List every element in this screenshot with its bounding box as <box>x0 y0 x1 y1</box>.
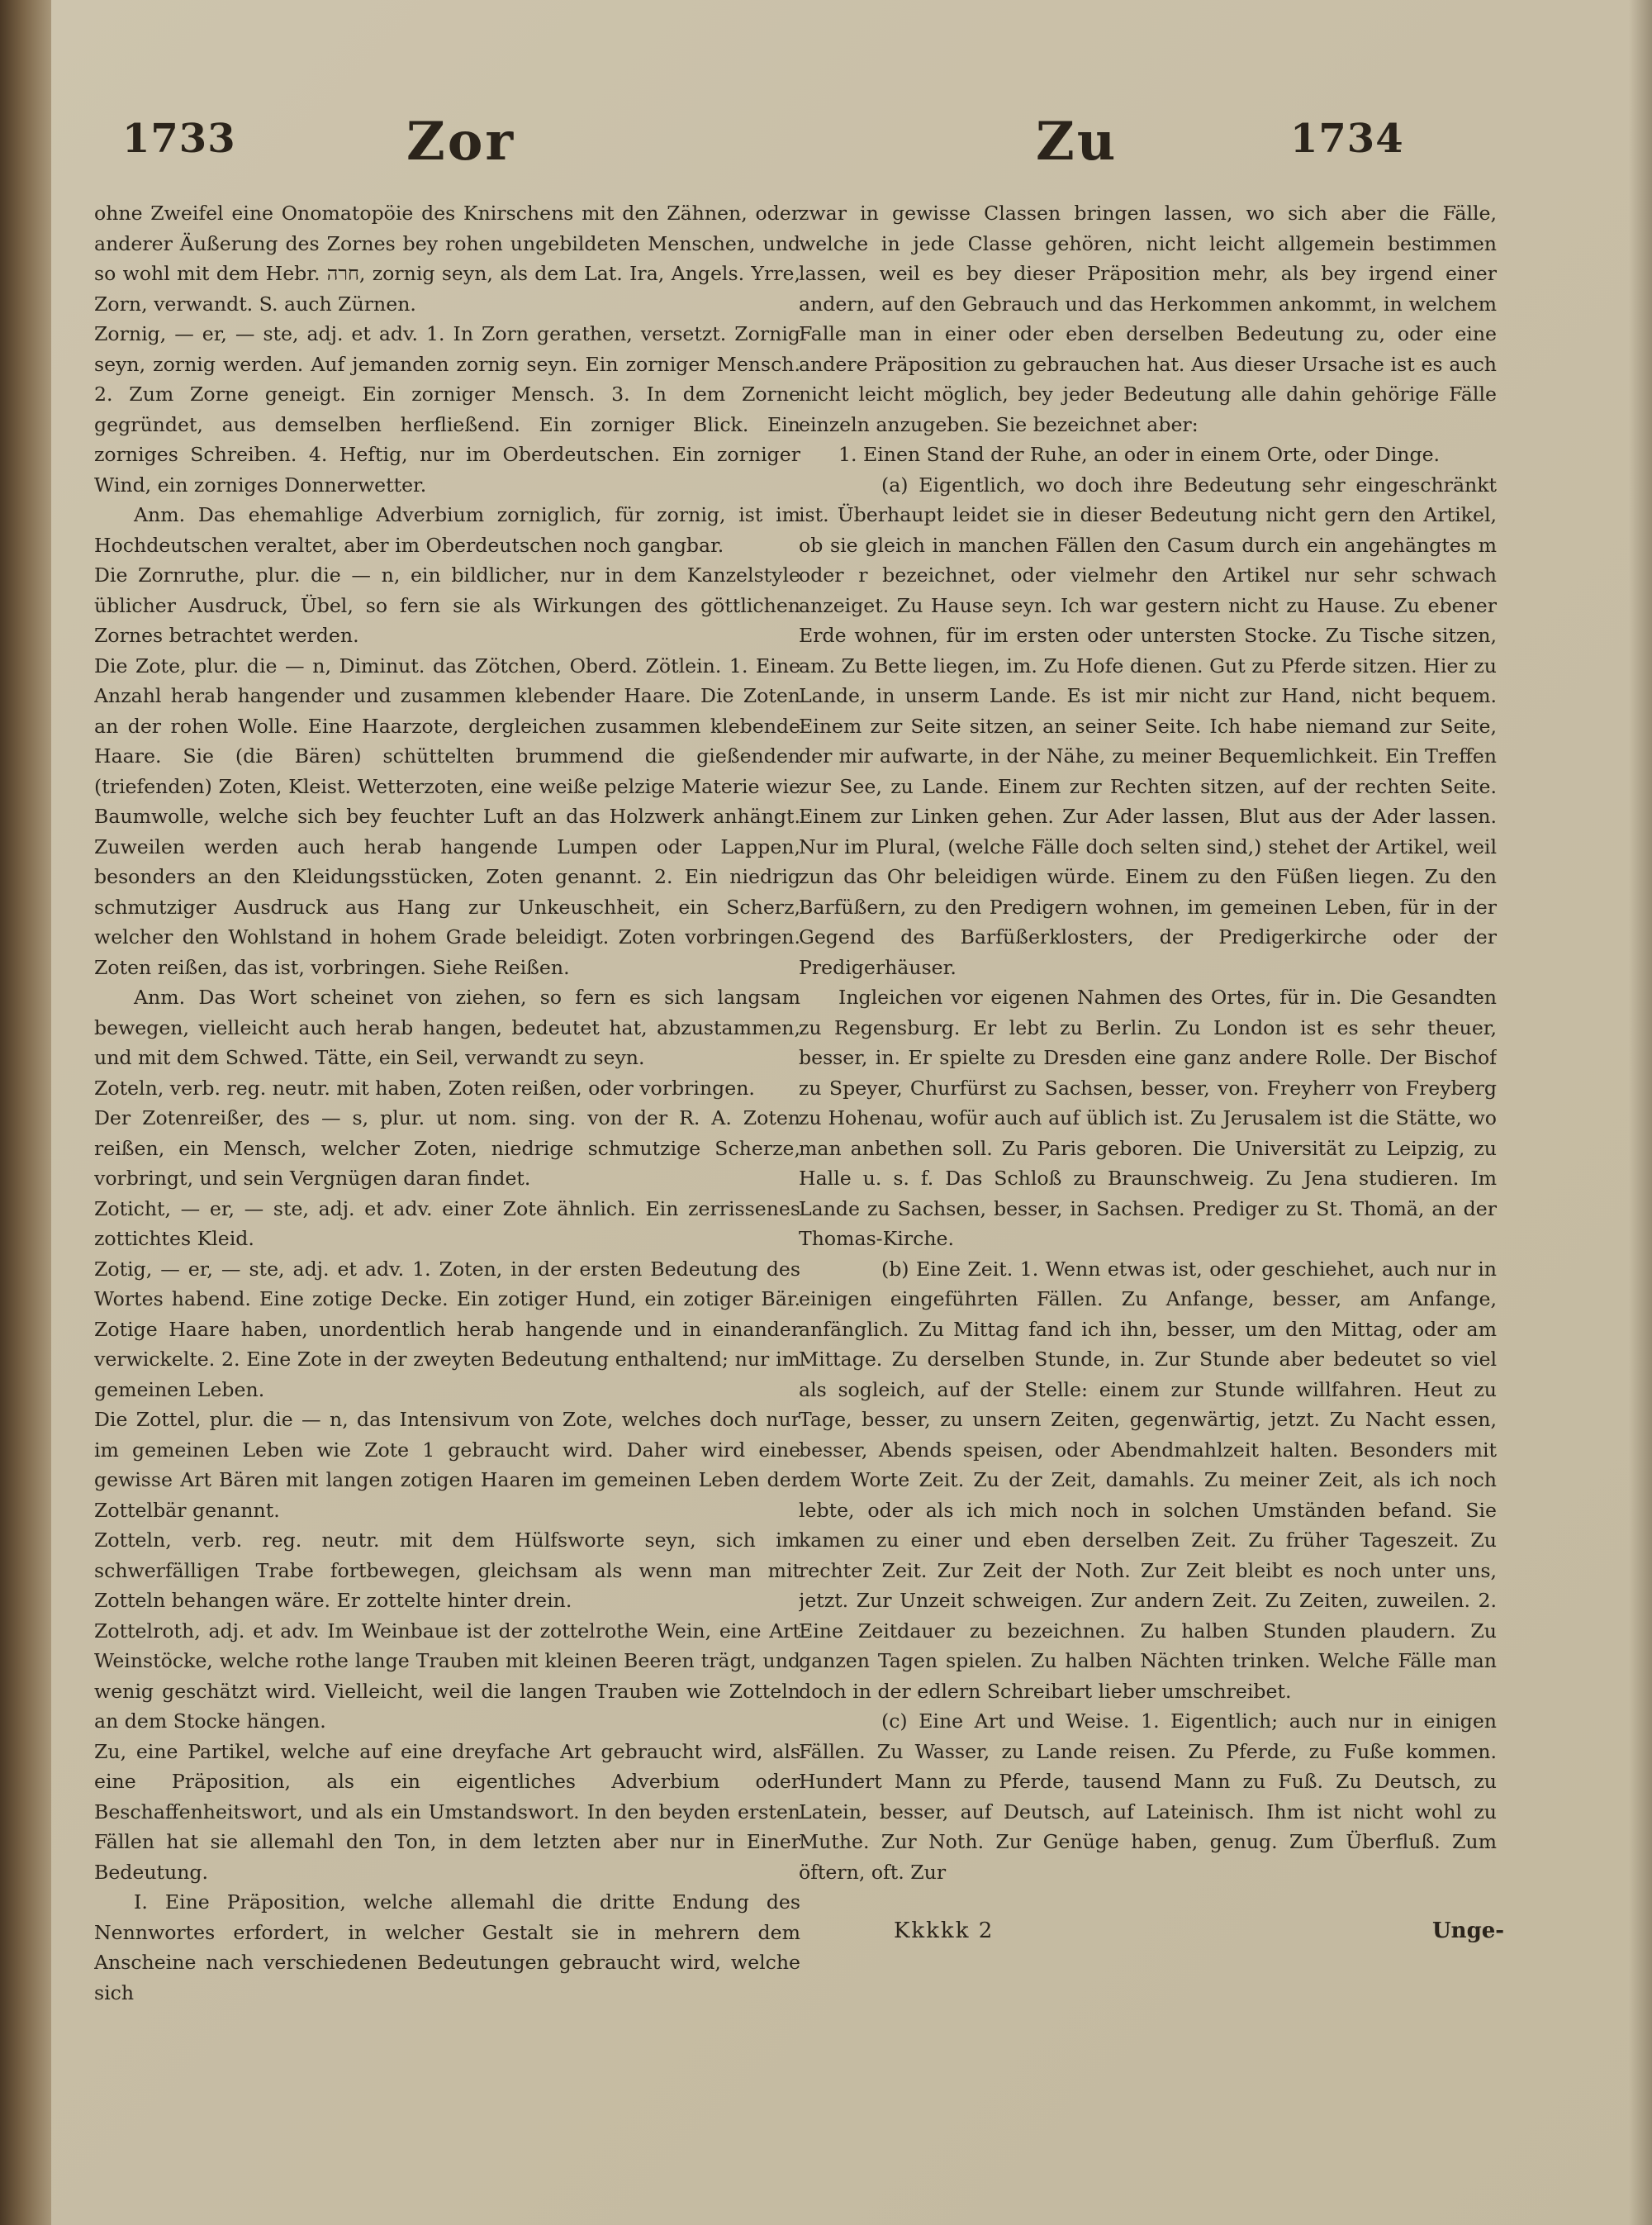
right-page-number: 1734 <box>1290 116 1404 162</box>
book-page <box>51 0 1652 2225</box>
dictionary-entry: Der Zotenreißer, des — s, plur. ut nom. sing. von der R. A. Zoten reißen, ein Mensch, welcher Zoten, niedrige schmutzige Scherze, vorbringt, und sein Vergnügen daran findet. <box>94 1106 800 1190</box>
annotation-paragraph: Anm. Das Wort scheinet von ziehen, so fern es sich langsam bewegen, vielleicht auch herab hangen, bedeutet hat, abzustammen, und mit dem Schwed. Tätte, ein Seil, verwandt zu seyn. <box>94 986 800 1069</box>
left-page-number: 1733 <box>122 116 236 162</box>
dictionary-entry: Zoteln, verb. reg. neutr. mit haben, Zoten reißen, oder vorbringen. <box>94 1076 755 1100</box>
dictionary-entry: Zornig, — er, — ste, adj. et adv. 1. In Zorn gerathen, versetzt. Zornig seyn, zornig werden. Auf jemanden zornig seyn. Ein zorniger Mensch. 2. Zum Zorne geneigt. Ein zorniger Mensch. 3. In dem Zorne gegründet, aus demselben herfließend. Ein zorniger Blick. Ein zorniges Schreiben. 4. Heftig, nur im Oberdeutschen. Ein zorniger Wind, ein zorniges Donnerwetter. <box>94 322 800 497</box>
dictionary-entry: Zotig, — er, — ste, adj. et adv. 1. Zoten, in der ersten Bedeutung des Wortes habend. Eine zotige Decke. Ein zotiger Hund, ein zotiger Bär. Zotige Haare haben, unordentlich herab hangende und in einander verwickelte. 2. Eine Zote in der zweyten Bedeutung enthaltend; nur im gemeinen Leben. <box>94 1257 800 1401</box>
dictionary-entry: Zu, eine Partikel, welche auf eine dreyfache Art gebraucht wird, als eine Präposition, als ein eigentliches Adverbium oder Beschaffenheitswort, und als ein Umstandswort. In den beyden ersten Fällen hat sie allemahl den Ton, in dem letzten aber nur in Einer Bedeutung. <box>94 1739 800 1884</box>
page-header <box>51 111 1652 182</box>
signature-mark: Kkkkk 2 <box>894 1918 995 1943</box>
section-paragraph: 1. Einen Stand der Ruhe, an oder in einem Orte, oder Dinge. <box>838 443 1441 466</box>
subsection-paragraph: (c) Eine Art und Weise. 1. Eigentlich; auch nur in einigen Fällen. Zu Wasser, zu Lande reisen. Zu Pferde, zu Fuße kommen. Hundert Mann zu Pferde, tausend Mann zu Fuß. Zu Deutsch, zu Latein, besser, auf Deutsch, auf Lateinisch. Ihm ist nicht wohl zu Muthe. Zur Noth. Zur Genüge haben, genug. Zum Überfluß. Zum öftern, oft. Zur <box>799 1709 1497 1884</box>
dictionary-entry: Zottelroth, adj. et adv. Im Weinbaue ist der zottelrothe Wein, eine Art Weinstöcke, welche rothe lange Trauben mit kleinen Beeren trägt, und wenig geschätzt wird. Vielleicht, weil die langen Trauben wie Zotteln an dem Stocke hängen. <box>94 1619 800 1733</box>
paragraph: zwar in gewisse Classen bringen lassen, wo sich aber die Fälle, welche in jede Classe gehören, nicht leicht allgemein bestimmen lassen, weil es bey dieser Präposition mehr, als bey irgend einer andern, auf den Gebrauch und das Herkommen ankommt, in welchem Falle man in einer oder eben derselben Bedeutung zu, oder eine andere Präposition zu gebrauchen hat. Aus dieser Ursache ist es auch nicht leicht möglich, bey jeder Bedeutung alle dahin gehörige Fälle einzeln anzugeben. Sie bezeichnet aber: <box>799 202 1497 436</box>
book-binding-edge <box>0 0 51 2225</box>
dictionary-entry: Zotteln, verb. reg. neutr. mit dem Hülfsworte seyn, sich im schwerfälligen Trabe fortbewegen, gleichsam als wenn man mit Zotteln behangen wäre. Er zottelte hinter drein. <box>94 1528 800 1612</box>
subsection-paragraph: (a) Eigentlich, wo doch ihre Bedeutung sehr eingeschränkt ist. Überhaupt leidet sie in dieser Bedeutung nicht gern den Artikel, ob sie gleich in manchen Fällen den Casum durch ein angehängtes m oder r bezeichnet, oder vielmehr den Artikel nur sehr schwach anzeiget. Zu Hause seyn. Ich war gestern nicht zu Hause. Zu ebener Erde wohnen, für im ersten oder untersten Stocke. Zu Tische sitzen, am. Zu Bette liegen, im. Zu Hofe dienen. Gut zu Pferde sitzen. Hier zu Lande, in unserm Lande. Es ist mir nicht zur Hand, nicht bequem. Einem zur Seite sitzen, an seiner Seite. Ich habe niemand zur Seite, der mir aufwarte, in der Nähe, zu meiner Bequemlichkeit. Ein Treffen zur See, zu Lande. Einem zur Rechten sitzen, auf der rechten Seite. Einem zur Linken gehen. Zur Ader lassen, Blut aus der Ader lassen. Nur im Plural, (welche Fälle doch selten sind,) stehet der Artikel, weil zun das Ohr beleidigen würde. Einem zu den Füßen liegen. Zu den Barfüßern, zu den Predigern wohnen, im gemeinen Leben, für in der Gegend des Barfüßerklosters, der Predigerkirche oder der Predigerhäuser. <box>799 473 1497 979</box>
right-text-column <box>799 198 1497 2099</box>
left-running-head: Zor <box>406 111 516 173</box>
annotation-paragraph: Anm. Das ehemahlige Adverbium zorniglich, für zornig, ist im Hochdeutschen veraltet, aber im Oberdeutschen noch gangbar. <box>94 503 800 557</box>
dictionary-entry: Die Zornruthe, plur. die — n, ein bildlicher, nur in dem Kanzelstyle üblicher Ausdruck, Übel, so fern sie als Wirkungen des göttlichen Zornes betrachtet werden. <box>94 563 800 647</box>
right-running-head: Zu <box>1036 111 1118 173</box>
dictionary-entry: Zoticht, — er, — ste, adj. et adv. einer Zote ähnlich. Ein zerrissenes zottichtes Kleid. <box>94 1196 800 1250</box>
paragraph: ohne Zweifel eine Onomatopöie des Knirschens mit den Zähnen, oder anderer Äußerung des Zornes bey rohen ungebildeten Menschen, und so wohl mit dem Hebr. חרה, zornig seyn, als dem Lat. Ira, Angels. Yrre, Zorn, verwandt. S. auch Zürnen. <box>94 202 800 316</box>
dictionary-entry: Die Zottel, plur. die — n, das Intensivum von Zote, welches doch nur im gemeinen Leben wie Zote 1 gebraucht wird. Daher wird eine gewisse Art Bären mit langen zotigen Haaren im gemeinen Leben der Zottelbär genannt. <box>94 1408 800 1522</box>
left-text-column <box>94 198 800 2099</box>
paragraph: Ingleichen vor eigenen Nahmen des Ortes, für in. Die Gesandten zu Regensburg. Er lebt zu Berlin. Zu London ist es sehr theuer, besser, in. Er spielte zu Dresden eine ganz andere Rolle. Der Bischof zu Speyer, Churfürst zu Sachsen, besser, von. Freyherr von Freyberg zu Hohenau, wofür auch auf üblich ist. Zu Jerusalem ist die Stätte, wo man anbethen soll. Zu Paris geboren. Die Universität zu Leipzig, zu Halle u. s. f. Das Schloß zu Braunschweig. Zu Jena studieren. Im Lande zu Sachsen, besser, in Sachsen. Prediger zu St. Thomä, an der Thomas-Kirche. <box>799 986 1497 1250</box>
dictionary-entry: Die Zote, plur. die — n, Diminut. das Zötchen, Oberd. Zötlein. 1. Eine Anzahl herab hangender und zusammen klebender Haare. Die Zoten an der rohen Wolle. Eine Haarzote, dergleichen zusammen klebende Haare. Sie (die Bären) schüttelten brummend die gießenden (triefenden) Zoten, Kleist. Wetterzoten, eine weiße pelzige Materie wie Baumwolle, welche sich bey feuchter Luft an das Holzwerk anhängt. Zuweilen werden auch herab hangende Lumpen oder Lappen, besonders an den Kleidungsstücken, Zoten genannt. 2. Ein niedrig schmutziger Ausdruck aus Hang zur Unkeuschheit, ein Scherz, welcher den Wohlstand in hohem Grade beleidigt. Zoten vorbringen. Zoten reißen, das ist, vorbringen. Siehe Reißen. <box>94 654 800 979</box>
subsection-paragraph: (b) Eine Zeit. 1. Wenn etwas ist, oder geschiehet, auch nur in einigen eingeführten Fällen. Zu Anfange, besser, am Anfange, anfänglich. Zu Mittag fand ich ihn, besser, um den Mittag, oder am Mittage. Zu derselben Stunde, in. Zur Stunde aber bedeutet so viel als sogleich, auf der Stelle: einem zur Stunde willfahren. Heut zu Tage, besser, zu unsern Zeiten, gegenwärtig, jetzt. Zu Nacht essen, besser, Abends speisen, oder Abendmahlzeit halten. Besonders mit dem Worte Zeit. Zu der Zeit, damahls. Zu meiner Zeit, als ich noch lebte, oder als ich mich noch in solchen Umständen befand. Sie kamen zu einer und eben derselben Zeit. Zu früher Tageszeit. Zu rechter Zeit. Zur Zeit der Noth. Zur Zeit bleibt es noch unter uns, jetzt. Zur Unzeit schweigen. Zur andern Zeit. Zu Zeiten, zuweilen. 2. Eine Zeitdauer zu bezeichnen. Zu halben Stunden plaudern. Zu ganzen Tagen spielen. Zu halben Nächten trinken. Welche Fälle man doch in der edlern Schreibart lieber umschreibet. <box>799 1257 1497 1703</box>
section-paragraph: I. Eine Präposition, welche allemahl die dritte Endung des Nennwortes erfordert, in welcher Gestalt sie in mehrern dem Anscheine nach verschiedenen Bedeutungen gebraucht wird, welche sich <box>94 1890 800 2004</box>
catchword: Unge- <box>1432 1918 1505 1943</box>
